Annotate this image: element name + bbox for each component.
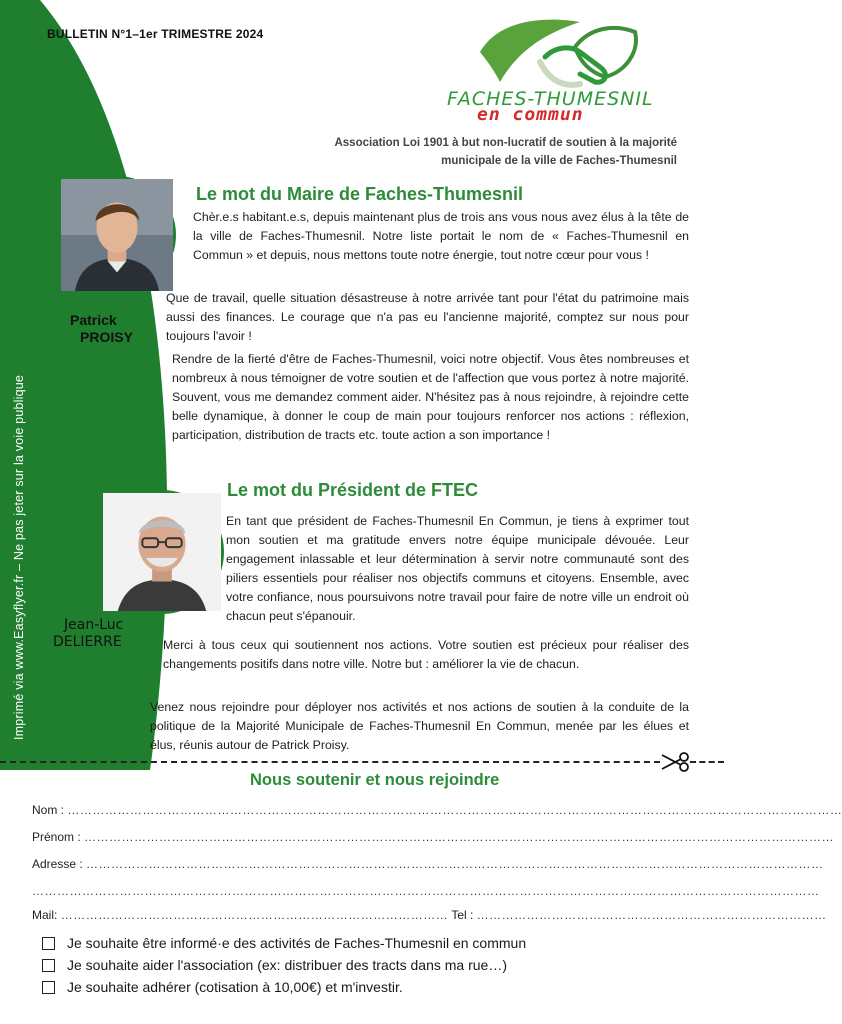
- maire-section-title: Le mot du Maire de Faches-Thumesnil: [196, 184, 524, 204]
- adresse-field-line2[interactable]: ………………………………………………………………………………………………………………………………………………………………………: [32, 884, 820, 898]
- adresse-label: Adresse :: [32, 857, 83, 871]
- option-informed[interactable]: [42, 935, 526, 951]
- option-label: Je souhaite adhérer (cotisation à 10,00€) et m'investir.: [67, 979, 403, 995]
- support-form-title: Nous soutenir et nous rejoindre: [250, 771, 500, 789]
- mail-tel-field[interactable]: Mail: ………………………………………………………………………………… Tel : …………………………………………………………………………: [32, 908, 827, 922]
- checkbox[interactable]: [42, 937, 55, 950]
- prenom-label: Prénom :: [32, 830, 81, 844]
- option-label: Je souhaite aider l'association (ex: distribuer des tracts dans ma rue…): [67, 957, 507, 973]
- print-note: Imprimé via www.Easyflyer.fr – Ne pas jeter sur la voie publique: [12, 374, 26, 740]
- nom-label: Nom :: [32, 803, 65, 817]
- maire-paragraph: Chèr.e.s habitant.e.s, depuis maintenant plus de trois ans vous nous avez élus à la tête de la ville de Faches-Thumesnil. Notre liste portait le nom de « Faches-Thumesnil en Commun » et depuis, nous mettons toute notre énergie, tout notre cœur pour vous !: [193, 210, 689, 262]
- association-description: Association Loi 1901 à but non-lucratif de soutien à la majorité municipale de la ville de Faches-Thumesnil: [334, 137, 677, 167]
- checkbox[interactable]: [42, 981, 55, 994]
- president-portrait: [100, 490, 224, 614]
- cut-line: [0, 761, 660, 763]
- president-paragraph: Venez nous rejoindre pour déployer nos activités et nos actions de soutien à la conduite de la politique de la Majorité Municipale de Faches-Thumesnil En Commun, menée par les élues et élus, réunis autour de Patrick Proisy.: [150, 700, 689, 752]
- bulletin-number: BULLETIN N°1–1er TRIMESTRE 2024: [47, 27, 264, 41]
- maire-paragraph: Rendre de la fierté d'être de Faches-Thumesnil, voici notre objectif. Vous êtes nombreuses et nombreux à nous témoigner de votre soutien et de l'affection que vous portez à notre majorité. Souvent, vous me demandez comment aider. N'hésitez pas à nous rejoindre, à rejoindre cette belle dynamique, à donner le coup de main pour toujours renforcer nos actions : réflexion, participation, distribution de tracts etc. toute action a son importance !: [172, 352, 689, 442]
- nom-field[interactable]: Nom : ……………………………………………………………………………………………………………………………………………………………………: [32, 803, 842, 817]
- president-last-name: DELIERRE: [53, 634, 122, 650]
- option-label: Je souhaite être informé·e des activités de Faches-Thumesnil en commun: [67, 935, 527, 951]
- maire-last-name: PROISY: [80, 329, 133, 345]
- logo-text-commun: en commun: [477, 104, 584, 125]
- mail-label: Mail:: [32, 908, 58, 922]
- prenom-field[interactable]: Prénom : ………………………………………………………………………………………………………………………………………………………………: [32, 830, 835, 844]
- maire-portrait: [58, 176, 176, 294]
- president-section-title: Le mot du Président de FTEC: [227, 480, 479, 500]
- maire-paragraph: Que de travail, quelle situation désastreuse à notre arrivée tant pour l'état du patrimoine mais aussi des finances. Le courage que n'a pas eu l'ancienne majorité, comptez sur nous pour toujours l'avoir !: [166, 291, 689, 343]
- adresse-field[interactable]: Adresse : ……………………………………………………………………………………………………………………………………………………………: [32, 857, 824, 871]
- logo-text-city: FACHES-THUMESNIL: [447, 88, 654, 110]
- option-join[interactable]: [42, 979, 403, 995]
- maire-first-name: Patrick: [70, 312, 117, 328]
- option-help[interactable]: [42, 957, 507, 973]
- president-paragraph: Merci à tous ceux qui soutiennent nos actions. Votre soutien est précieux pour réaliser des changements positifs dans notre ville. Notre but : améliorer la vie de chacun.: [163, 638, 689, 671]
- scissors-icon: [660, 751, 690, 773]
- checkbox[interactable]: [42, 959, 55, 972]
- president-first-name: Jean-Luc: [64, 617, 124, 633]
- president-paragraph: En tant que président de Faches-Thumesnil En Commun, je tiens à exprimer tout mon soutien et ma gratitude envers notre équipe municipale dévouée. Leur engagement inlassable et leur détermination à servir notre communauté sont des piliers essentiels pour réaliser nos objectifs communs et citoyens. Ensemble, avec votre confiance, nous poursuivons notre travail pour faire de notre ville un endroit où chacun peut s'épanouir.: [226, 514, 689, 623]
- cut-line-end: [690, 761, 724, 763]
- tel-label: Tel :: [451, 908, 474, 922]
